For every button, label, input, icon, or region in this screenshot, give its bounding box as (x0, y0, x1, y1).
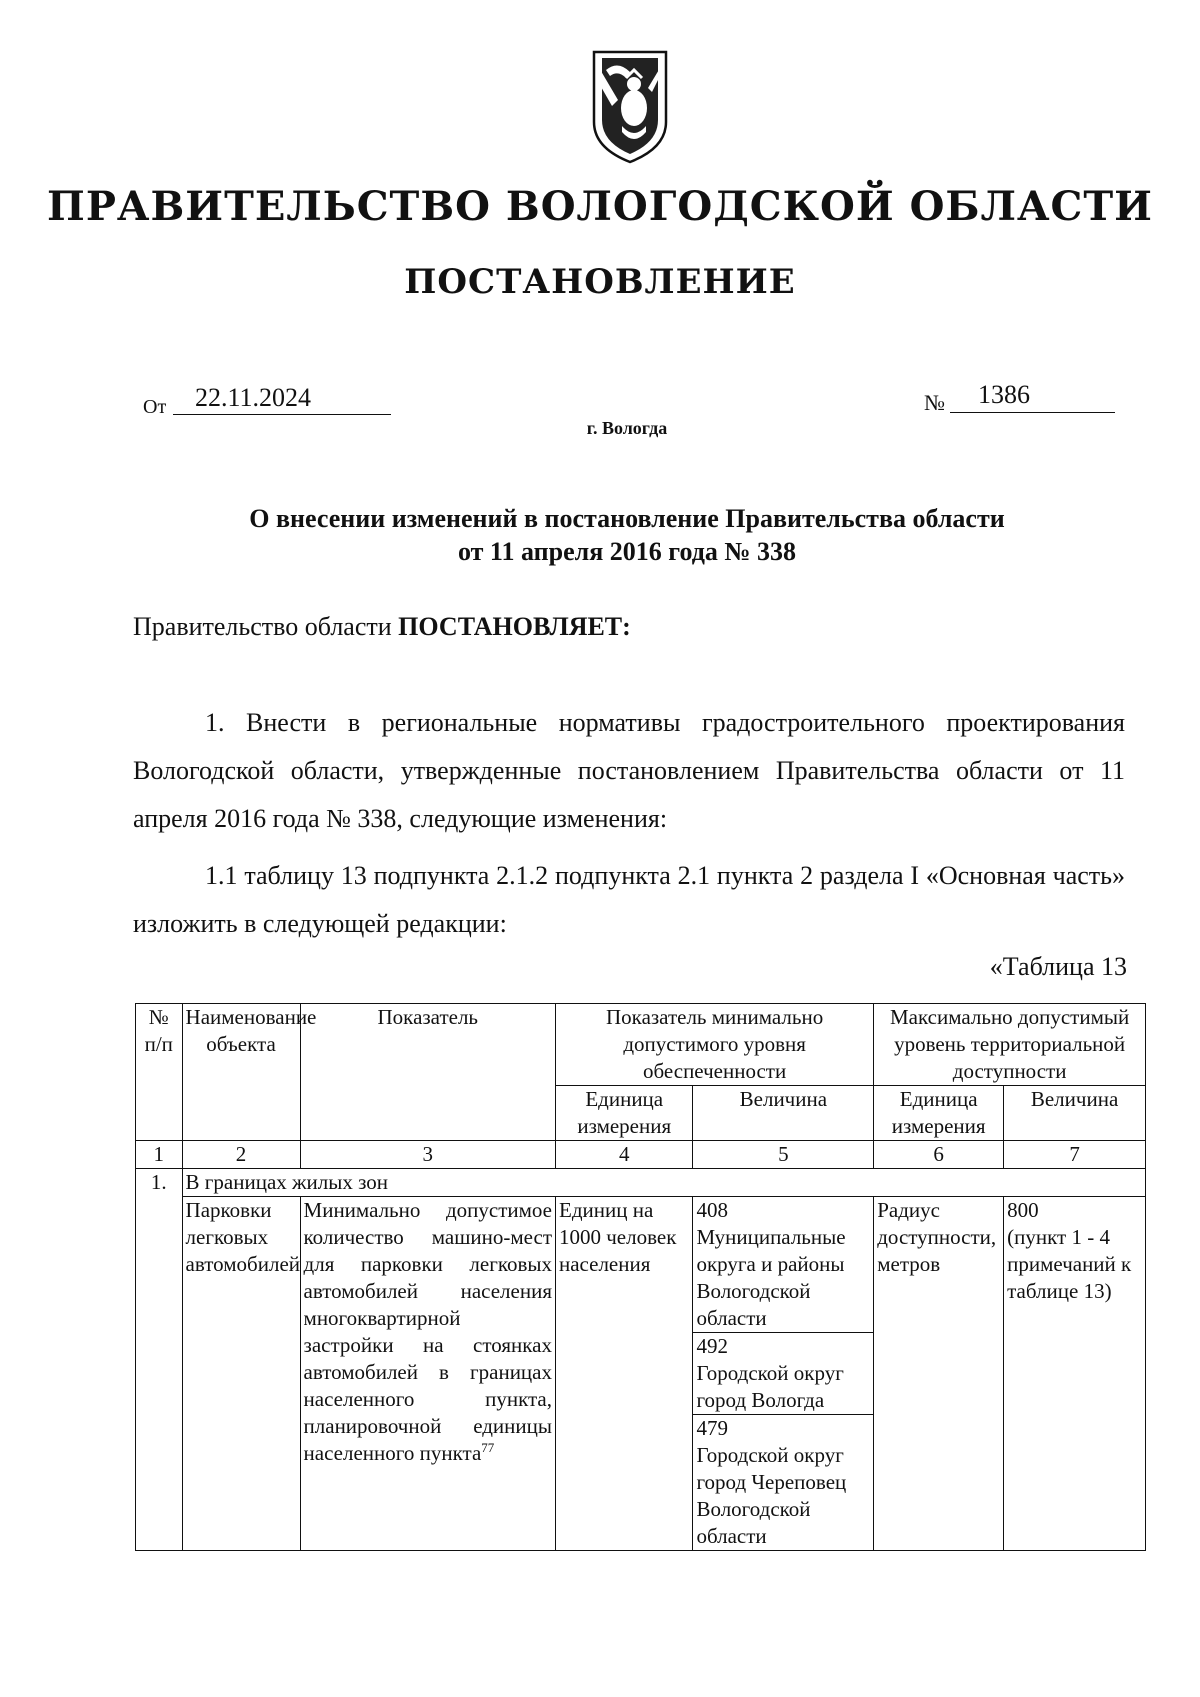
date-label: От (143, 396, 167, 418)
document-date: 22.11.2024 (173, 383, 391, 415)
subject-line-2: от 11 апреля 2016 года № 338 (458, 537, 796, 566)
col-number: 7 (1004, 1141, 1146, 1169)
col-number: 5 (693, 1141, 874, 1169)
row-value: 479 (696, 1416, 728, 1440)
row-value: 408 (696, 1198, 728, 1222)
decree-line (133, 612, 631, 642)
coat-of-arms-icon (588, 48, 672, 166)
norms-table (135, 1003, 1146, 1551)
row-value-area: Городской округ город Череповец Вологодской области (696, 1443, 847, 1548)
row-unit: Единиц на 1000 человек населения (556, 1197, 693, 1551)
header-value-2: Величина (1004, 1086, 1146, 1141)
row-value-area: Городской округ город Вологда (696, 1361, 844, 1412)
section-row (136, 1169, 1146, 1197)
row-access-value: 800 (1007, 1198, 1039, 1222)
document-type: ПОСТАНОВЛЕНИЕ (404, 262, 796, 302)
table-row (136, 1197, 1146, 1333)
row-value-cell (693, 1415, 874, 1551)
row-indicator-text: Минимально допустимое количество машино-мест для парковки легковых автомобилей населения многоквартирной застройки на стоянках автомобилей в границах населенного пункта, планировочной единицы населенного пункта (303, 1198, 552, 1465)
row-access-note: (пункт 1 - 4 примечаний к таблице 13) (1007, 1225, 1132, 1303)
col-number: 3 (300, 1141, 555, 1169)
header-unit: Единица измерения (556, 1086, 693, 1141)
column-number-row (136, 1141, 1146, 1169)
decree-verb: ПОСТАНОВЛЯЕТ: (398, 612, 631, 641)
row-value-area: Муниципальные округа и районы Вологодской области (696, 1225, 846, 1330)
col-number: 1 (136, 1141, 183, 1169)
row-access-unit: Радиус доступности, метров (874, 1197, 1004, 1551)
header-max-access: Максимально допустимый уровень территориальной доступности (874, 1004, 1146, 1086)
paragraph-1: 1. Внести в региональные нормативы градостроительного проектирования Вологодской области, утвержденные постановлением Правительства области от 11 апреля 2016 года № 338, следующие изменения: (133, 708, 1125, 833)
footnote-ref: 77 (481, 1440, 495, 1455)
col-number: 6 (874, 1141, 1004, 1169)
subject-line-1: О внесении изменений в постановление Правительства области (249, 504, 1005, 533)
row-access-cell (1004, 1197, 1146, 1551)
section-title: В границах жилых зон (182, 1169, 1145, 1197)
row-value-cell (693, 1197, 874, 1333)
row-indicator (300, 1197, 555, 1551)
paragraph-1-1: 1.1 таблицу 13 подпункта 2.1.2 подпункта 2.1 пункта 2 раздела I «Основная часть» изложить в следующей редакции: (133, 861, 1125, 938)
table-caption: «Таблица 13 (989, 952, 1127, 981)
header-indicator: Показатель (300, 1004, 555, 1141)
table-header-row (136, 1004, 1146, 1086)
header-min-level: Показатель минимально допустимого уровня обеспеченности (556, 1004, 874, 1086)
col-number: 2 (182, 1141, 300, 1169)
section-num: 1. (136, 1169, 183, 1197)
header-unit-2: Единица измерения (874, 1086, 1004, 1141)
document-number: 1386 (950, 380, 1115, 413)
header-name: Наименование объекта (182, 1004, 300, 1141)
row-value-cell (693, 1333, 874, 1415)
document-subject (0, 502, 1200, 568)
row-value: 492 (696, 1334, 728, 1358)
header-num: № п/п (136, 1004, 183, 1141)
row-object-name: Парковки легковых автомобилей (182, 1197, 300, 1551)
number-label: № (924, 390, 945, 415)
decree-prefix: Правительство области (133, 612, 392, 641)
government-title: ПРАВИТЕЛЬСТВО ВОЛОГОДСКОЙ ОБЛАСТИ (47, 183, 1153, 230)
header-value: Величина (693, 1086, 874, 1141)
city: г. Вологда (586, 418, 668, 438)
col-number: 4 (556, 1141, 693, 1169)
